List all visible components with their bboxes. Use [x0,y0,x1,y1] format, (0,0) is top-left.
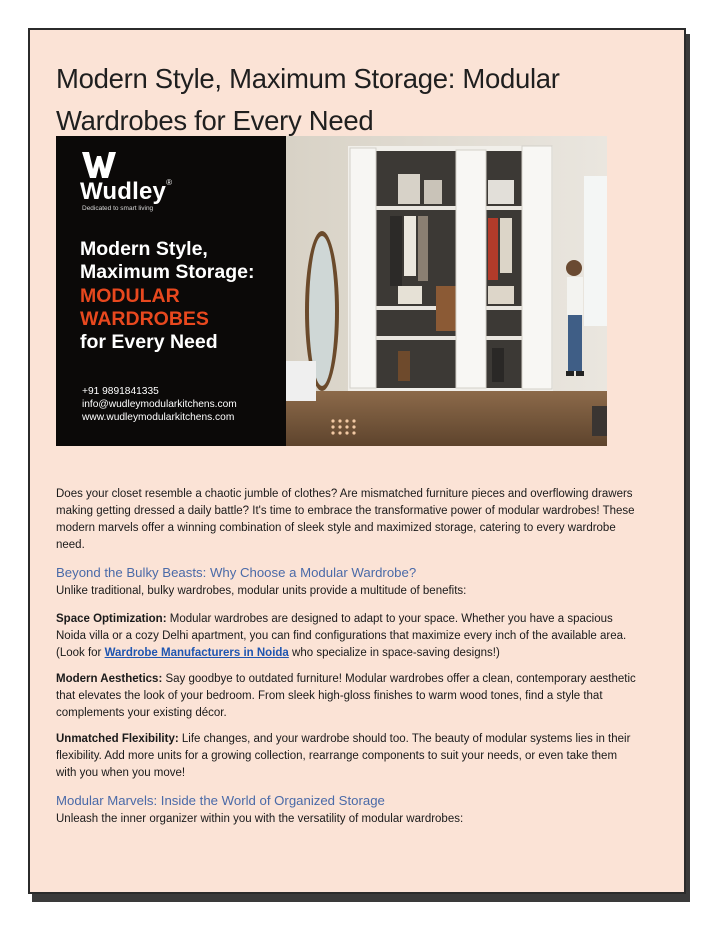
space-optimization-label: Space Optimization: [56,613,167,625]
unmatched-flexibility-label: Unmatched Flexibility: [56,733,179,745]
logo-wordmark: Wudley® [80,178,173,205]
contact-email: info@wudleymodularkitchens.com [82,399,237,410]
modern-aesthetics-paragraph: Modern Aesthetics: Say goodbye to outdated furniture! Modular wardrobes offer a clean, contemporary aesthetic that elevates the look of your bedroom. From sleek high-gloss finishes to warm wood tones, find a style that complements your existing décor. [56,673,636,719]
contact-website: www.wudleymodularkitchens.com [82,412,235,423]
title-line-1: Modern Style, Maximum Storage: Modular [56,63,560,94]
banner-contact [82,385,237,424]
banner-heading-white: Modern Style, Maximum Storage: [80,238,255,283]
wudley-logo-icon [82,152,116,178]
contact-phone: +91 9891841335 [82,386,159,397]
banner-heading-subline: for Every Need [80,331,218,353]
section1-lead: Unlike traditional, bulky wardrobes, modular units provide a multitude of benefits: [56,585,467,597]
modern-aesthetics-label: Modern Aesthetics: [56,673,163,685]
decorative-dots [330,418,360,438]
section-heading-why-modular: Beyond the Bulky Beasts: Why Choose a Modular Wardrobe? [56,565,417,580]
logo-tagline: Dedicated to smart living [82,205,154,212]
section2-lead: Unleash the inner organizer within you with the versatility of modular wardrobes: [56,813,464,825]
unmatched-flexibility-paragraph: Unmatched Flexibility: Life changes, and your wardrobe should too. The beauty of modular systems lies in their flexibility. Add more units for a growing collection, rearrange components to suit your needs, or even take them with you when you move! [56,733,631,779]
wardrobe-manufacturers-noida-link[interactable]: Wardrobe Manufacturers in Noida [104,647,289,659]
intro-paragraph: Does your closet resemble a chaotic jumble of clothes? Are mismatched furniture pieces and overflowing drawers making getting dressed a daily battle? It's time to embrace the transformative power of modular wardrobes! These modern marvels offer a winning combination of sleek style and maximized storage, catering to every wardrobe need. [56,488,635,551]
banner-text-panel [56,136,286,446]
wardrobe-room-photo [286,136,607,446]
title-line-2: Wardrobes for Every Need [56,105,374,136]
page-title [56,58,616,142]
space-optimization-paragraph: Space Optimization: Modular wardrobes are designed to adapt to your space. Whether you have a spacious Noida villa or a cozy Delhi apartment, you can find configurations that maximize every inch of the available area. (Look for Wardrobe Manufacturers in Noida who specialize in space-saving designs!) [56,613,627,659]
promo-banner-image [56,136,607,446]
banner-heading-orange: MODULAR WARDROBES [80,285,209,330]
section-heading-modular-marvels: Modular Marvels: Inside the World of Organized Storage [56,793,385,808]
